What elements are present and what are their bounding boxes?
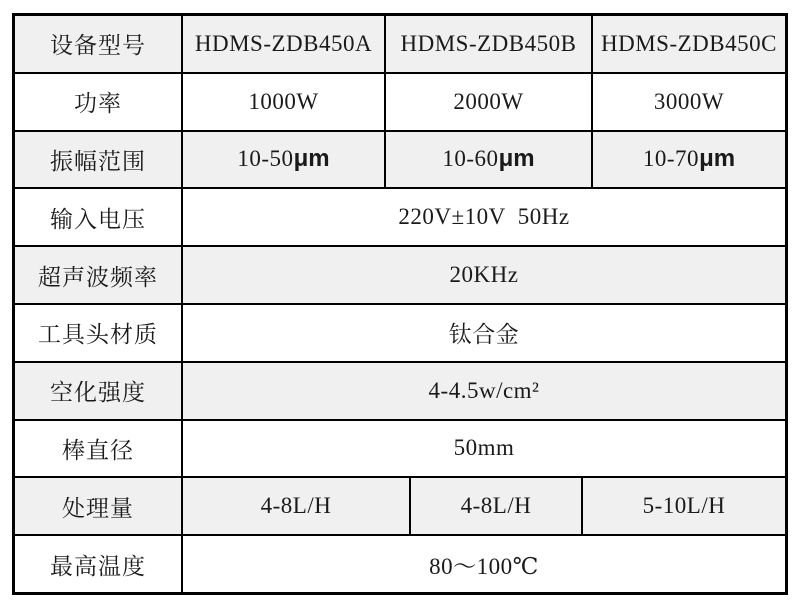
model-c-cell: HDMS-ZDB450C — [601, 30, 777, 56]
rod-diameter-cell: 50mm — [453, 435, 515, 461]
amplitude-unit: μm — [699, 145, 736, 173]
row-label: 工具头材质 — [15, 305, 183, 361]
table-row-max-temperature — [15, 536, 785, 592]
spec-table — [12, 13, 788, 595]
power-a-cell: 1000W — [183, 74, 386, 130]
table-row-cavitation-intensity — [15, 363, 785, 421]
cavitation-intensity-cell: 4-4.5w/cm² — [428, 377, 540, 403]
amplitude-b-cell — [386, 132, 593, 188]
row-label: 超声波频率 — [15, 247, 183, 303]
table-row-frequency — [15, 247, 785, 305]
table-row-amplitude — [15, 132, 785, 190]
table-row-throughput — [15, 478, 785, 536]
row-label: 最高温度 — [15, 536, 183, 592]
row-label: 功率 — [15, 74, 183, 130]
throughput-c-cell: 5-10L/H — [642, 493, 726, 519]
max-temperature-cell: 80～100℃ — [429, 553, 539, 579]
amplitude-value: 10-50 — [237, 146, 294, 172]
row-label: 输入电压 — [15, 189, 183, 245]
row-label: 处理量 — [15, 478, 183, 534]
amplitude-value: 10-70 — [642, 146, 700, 172]
power-c-cell: 3000W — [653, 88, 725, 114]
row-label: 振幅范围 — [15, 132, 183, 188]
amplitude-c-cell — [593, 132, 785, 188]
amplitude-unit: μm — [498, 145, 535, 173]
throughput-b-cell: 4-8L/H — [411, 478, 583, 534]
row-label: 棒直径 — [15, 421, 183, 477]
table-row-input-voltage — [15, 189, 785, 247]
model-a-cell: HDMS-ZDB450A — [183, 16, 386, 72]
row-label: 空化强度 — [15, 363, 183, 419]
table-row-tool-head-material — [15, 305, 785, 363]
table-row-rod-diameter — [15, 421, 785, 479]
table-row-model — [15, 16, 785, 74]
amplitude-unit: μm — [293, 145, 330, 173]
frequency-cell: 20KHz — [449, 262, 519, 288]
input-voltage-cell: 220V±10V 50Hz — [398, 204, 570, 230]
amplitude-value: 10-60 — [442, 146, 499, 172]
model-b-cell: HDMS-ZDB450B — [386, 16, 593, 72]
amplitude-a-cell — [183, 132, 386, 188]
table-row-power — [15, 74, 785, 132]
row-label: 设备型号 — [15, 16, 183, 72]
power-b-cell: 2000W — [386, 74, 593, 130]
tool-head-material-cell: 钛合金 — [448, 322, 520, 348]
throughput-a-cell: 4-8L/H — [183, 478, 411, 534]
